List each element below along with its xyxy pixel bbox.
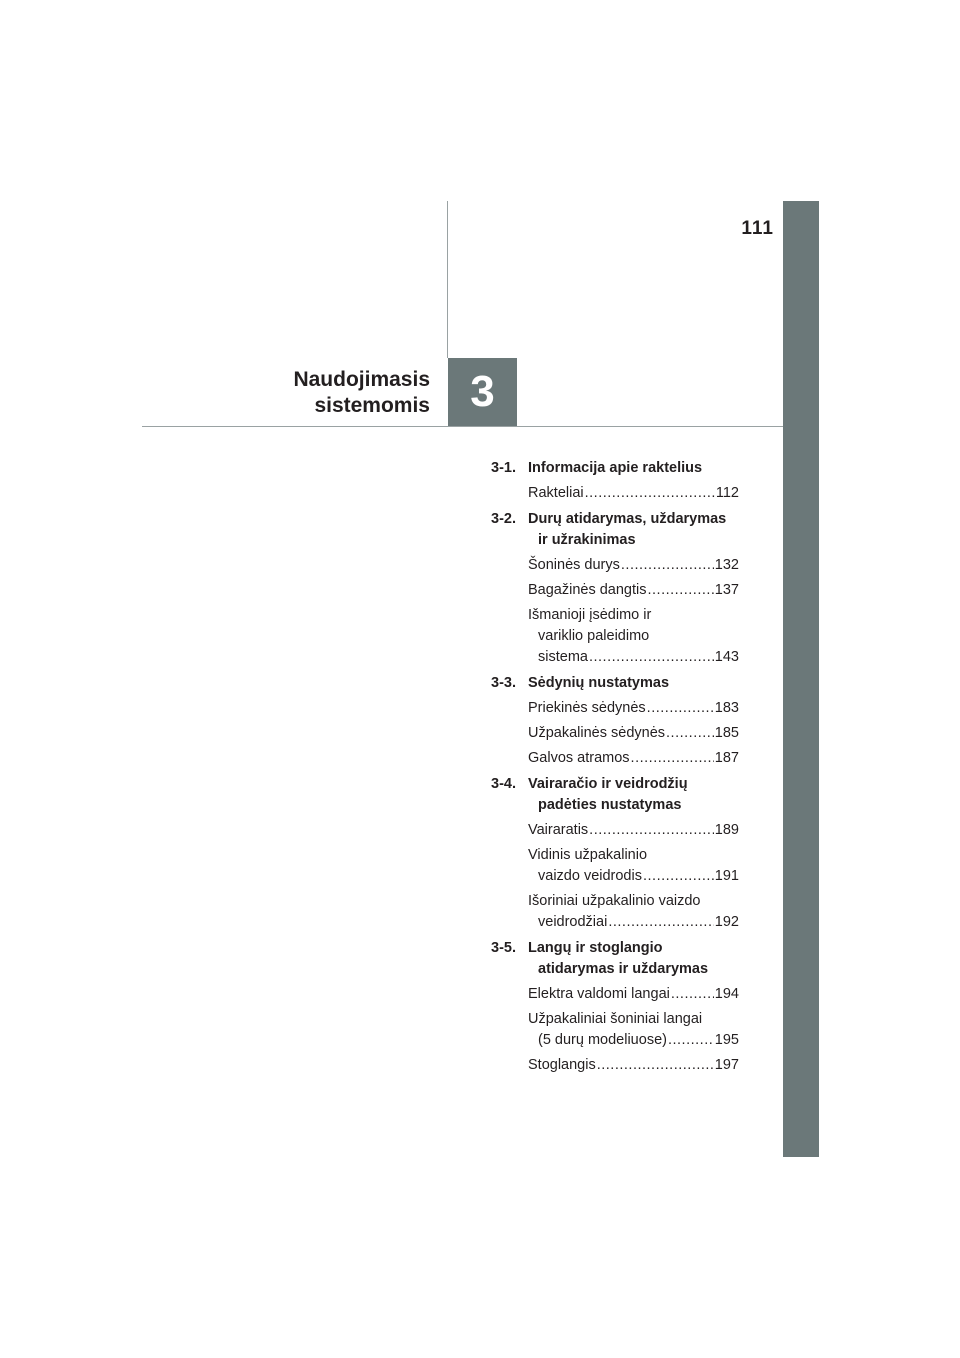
chapter-title-line: sistemomis xyxy=(314,394,430,417)
toc-entry[interactable] xyxy=(528,555,739,576)
toc-entry[interactable] xyxy=(528,723,739,744)
toc-section-title-line: padėties nustatymas xyxy=(538,797,682,813)
vertical-divider xyxy=(447,201,448,358)
toc-entry-text: vaizdo veidrodis xyxy=(538,868,642,884)
toc-entry[interactable] xyxy=(528,891,739,933)
toc-page-number: 185 xyxy=(714,725,739,741)
toc-entry[interactable] xyxy=(528,1009,739,1051)
horizontal-divider xyxy=(142,426,783,427)
toc-page-number: 197 xyxy=(714,1057,739,1073)
toc-section-title-line: Langų ir stoglangio xyxy=(528,940,663,956)
dot-leader xyxy=(666,723,714,744)
toc-section-title-line: Durų atidarymas, uždarymas xyxy=(528,511,727,527)
toc-section-title-line: atidarymas ir uždarymas xyxy=(538,961,709,977)
toc-page-number: 112 xyxy=(715,485,739,501)
toc-section-title xyxy=(528,938,739,980)
toc-entry-text: sistema xyxy=(538,649,588,665)
dot-leader xyxy=(631,748,714,769)
dot-leader xyxy=(589,647,714,668)
toc-entry-text: Vairaratis xyxy=(528,822,589,838)
toc-page-number: 192 xyxy=(714,914,739,930)
toc-section-title xyxy=(528,458,739,479)
toc-entry-text: Priekinės sėdynės xyxy=(528,700,646,716)
toc-entry[interactable] xyxy=(528,580,739,601)
toc-entry-text: Šoninės durys xyxy=(528,557,620,573)
toc-entry-text: Bagažinės dangtis xyxy=(528,582,647,598)
chapter-number: 3 xyxy=(470,367,495,416)
toc-page-number: 189 xyxy=(714,822,739,838)
toc-entry[interactable] xyxy=(528,1055,739,1076)
toc-section-number: 3-2. xyxy=(491,511,516,527)
page-number: 111 xyxy=(741,218,774,239)
toc-entry-text: Stoglangis xyxy=(528,1057,596,1073)
dot-leader xyxy=(648,580,714,601)
dot-leader xyxy=(647,698,714,719)
toc-entry[interactable] xyxy=(528,845,739,887)
toc-page-number: 143 xyxy=(714,649,739,665)
toc-entry[interactable] xyxy=(528,605,739,668)
dot-leader xyxy=(621,555,714,576)
toc-page-number: 183 xyxy=(714,700,739,716)
toc-section-number: 3-1. xyxy=(491,460,516,476)
toc-section-heading[interactable] xyxy=(491,509,739,551)
toc-page-number: 191 xyxy=(714,868,739,884)
toc-entry[interactable] xyxy=(528,483,739,504)
toc-entry-text: Išmanioji įsėdimo ir xyxy=(528,607,652,623)
toc-entry-text: Elektra valdomi langai xyxy=(528,986,670,1002)
toc-section-heading[interactable] xyxy=(491,673,739,694)
toc-page-number: 137 xyxy=(714,582,739,598)
toc-section-heading[interactable] xyxy=(491,938,739,980)
toc-section-title-line: Informacija apie raktelius xyxy=(528,460,703,476)
dot-leader xyxy=(671,984,714,1005)
dot-leader xyxy=(589,820,714,841)
dot-leader xyxy=(668,1030,714,1051)
dot-leader xyxy=(585,483,715,504)
toc-entry-text: (5 durų modeliuose) xyxy=(538,1032,667,1048)
toc-section-heading[interactable] xyxy=(491,774,739,816)
toc-section-title-line: ir užrakinimas xyxy=(538,532,636,548)
toc-entry[interactable] xyxy=(528,984,739,1005)
dot-leader xyxy=(608,912,713,933)
toc-entry-text: variklio paleidimo xyxy=(538,628,650,644)
dot-leader xyxy=(597,1055,714,1076)
toc-section-title xyxy=(528,509,739,551)
chapter-title-line: Naudojimasis xyxy=(293,368,430,391)
toc-entry-text: Užpakaliniai šoniniai langai xyxy=(528,1011,703,1027)
toc-section-title xyxy=(528,673,739,694)
toc-section-number: 3-5. xyxy=(491,940,516,956)
toc-entry-text: Užpakalinės sėdynės xyxy=(528,725,666,741)
dot-leader xyxy=(643,866,714,887)
toc-page-number: 132 xyxy=(714,557,739,573)
toc-section-title-line: Vairaračio ir veidrodžių xyxy=(528,776,688,792)
chapter-number-box xyxy=(448,358,517,426)
toc-entry-text: veidrodžiai xyxy=(538,914,608,930)
toc-section-number: 3-4. xyxy=(491,776,516,792)
toc-entry[interactable] xyxy=(528,748,739,769)
toc-section-title xyxy=(528,774,739,816)
toc-entry-text: Rakteliai xyxy=(528,485,584,501)
toc-section-number: 3-3. xyxy=(491,675,516,691)
toc-entry[interactable] xyxy=(528,820,739,841)
toc-page-number: 187 xyxy=(714,750,739,766)
toc-page-number: 194 xyxy=(714,986,739,1002)
chapter-title xyxy=(293,367,430,419)
chapter-side-tab xyxy=(783,201,819,1157)
toc-entry[interactable] xyxy=(528,698,739,719)
toc-entry-text: Vidinis užpakalinio xyxy=(528,847,648,863)
toc-entry-text: Išoriniai užpakalinio vaizdo xyxy=(528,893,701,909)
toc-page-number: 195 xyxy=(714,1032,739,1048)
toc-section-title-line: Sėdynių nustatymas xyxy=(528,675,670,691)
toc-entry-text: Galvos atramos xyxy=(528,750,630,766)
table-of-contents xyxy=(491,458,739,1076)
toc-section-heading[interactable] xyxy=(491,458,739,479)
